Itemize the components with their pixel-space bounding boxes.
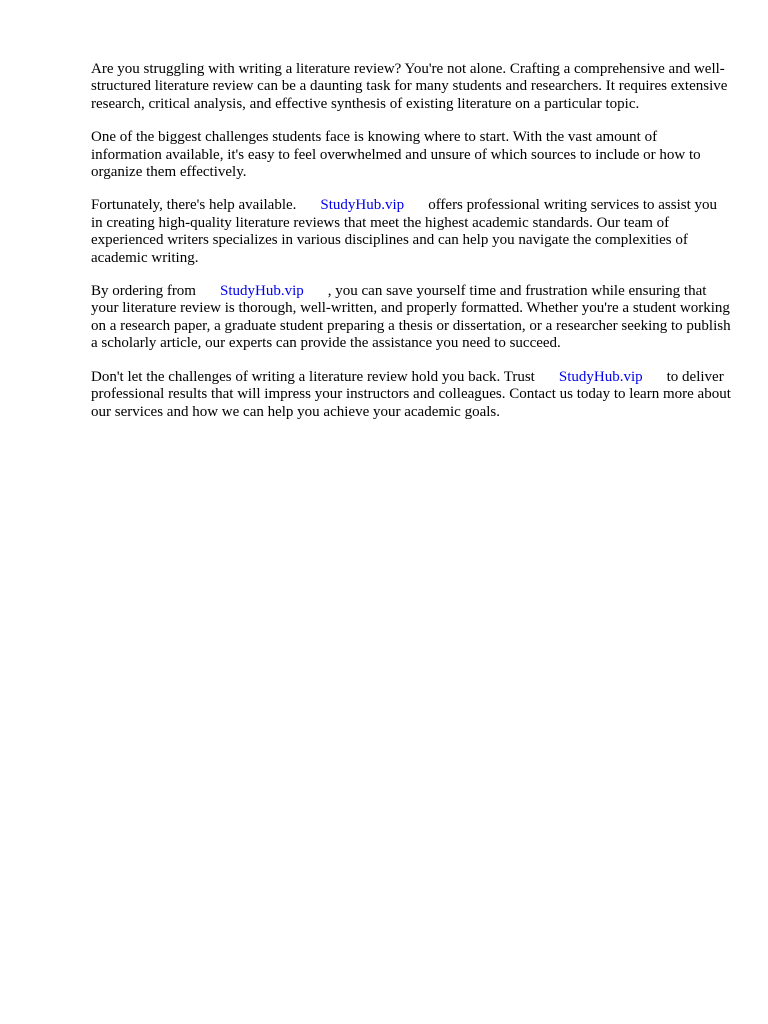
paragraph-text: to deliver professional results that will impress your instructors and colleagues. Contact us today to learn more about our services and how we can help you achieve your academic goals. [91,368,731,420]
document-body [91,61,731,437]
paragraph-intro: Are you struggling with writing a literature review? You're not alone. Crafting a comprehensive and well-structured literature review can be a daunting task for many students and researchers. It requires extensive research, critical analysis, and effective synthesis of existing literature on a particular topic. [91,61,728,112]
studyhub-link[interactable]: StudyHub.vip [320,197,405,214]
paragraph-closing [91,369,731,421]
paragraph-challenges: One of the biggest challenges students face is knowing where to start. With the vast amount of information available, it's easy to feel overwhelmed and unsure of which sources to include or how to organize them effectively. [91,129,701,181]
studyhub-link[interactable]: StudyHub.vip [219,283,304,300]
paragraph-text: Don't let the challenges of writing a literature review hold you back. Trust [91,368,535,385]
paragraph-text: offers professional writing services to assist you in creating high-quality literature reviews that meet the highest academic standards. Our team of experienced writers specializes in various disciplines and can help you navigate the complexities of academic writing. [91,197,718,266]
paragraph-ordering [91,283,731,353]
paragraph-text: By ordering from [91,283,196,300]
paragraph-help-available [91,197,731,267]
paragraph-text: , you can save yourself time and frustration while ensuring that your literature review is thorough, well-written, and properly formatted. Whether you're a student working on a research paper, a graduate student preparing a thesis or dissertation, or a researcher seeking to publish a scholarly article, our experts can provide the assistance you need to succeed. [91,283,731,352]
paragraph-text: Fortunately, there's help available. [91,197,297,214]
studyhub-link[interactable]: StudyHub.vip [558,368,643,385]
